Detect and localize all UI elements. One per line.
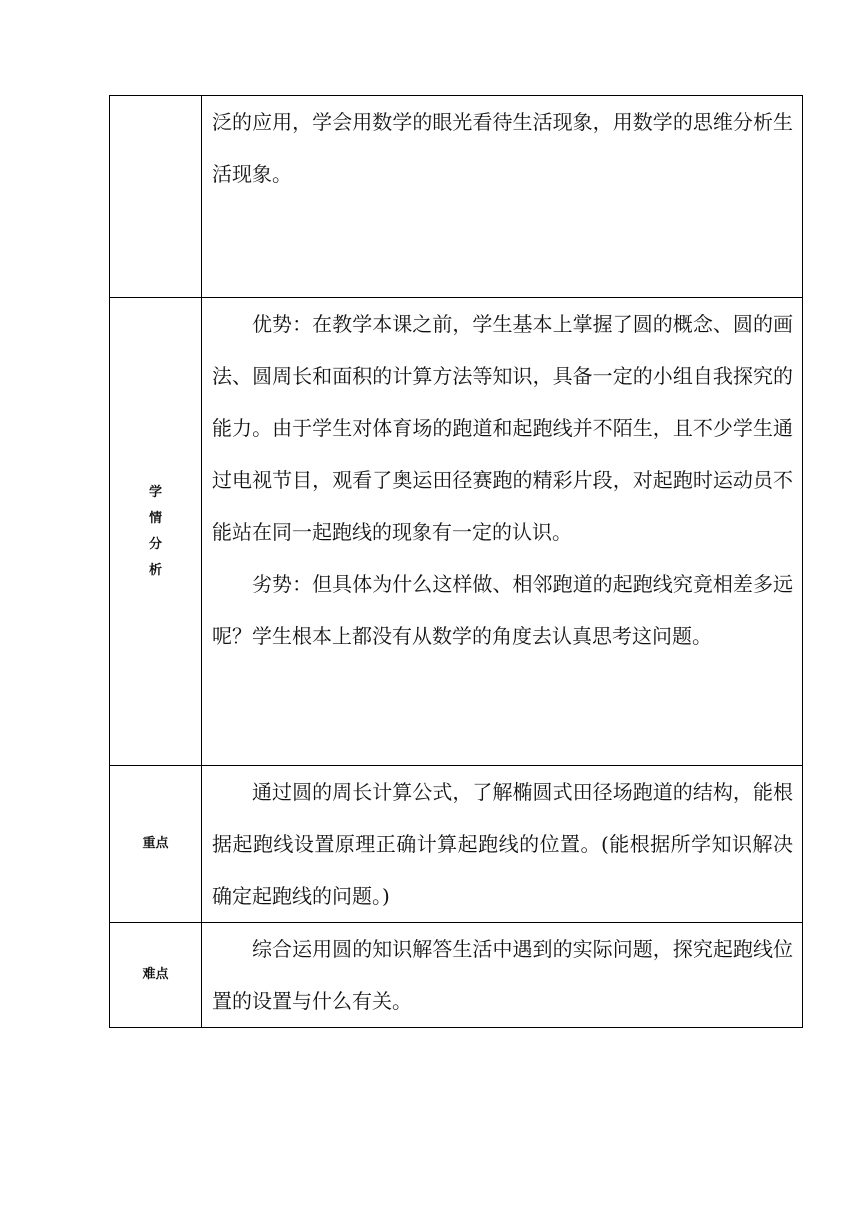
objectives-content-cell bbox=[202, 96, 803, 298]
student-analysis-content-cell bbox=[202, 298, 803, 766]
row-label-key-points: 重点 bbox=[142, 836, 169, 851]
row-label-cell-difficulties bbox=[110, 923, 202, 1028]
row-label-cell-empty bbox=[110, 96, 202, 298]
row-label-difficulties: 难点 bbox=[142, 967, 169, 982]
table-row-key-points bbox=[110, 766, 803, 923]
table-row-objectives-continued bbox=[110, 96, 803, 298]
difficulties-content bbox=[202, 923, 802, 1027]
difficulties-content-cell bbox=[202, 923, 803, 1028]
difficulties-paragraph: 综合运用圆的知识解答生活中遇到的实际问题，探究起跑线位置的设置与什么有关。 bbox=[212, 937, 793, 1013]
objectives-content bbox=[202, 96, 802, 200]
strengths-paragraph: 优势：在教学本课之前，学生基本上掌握了圆的概念、圆的画法、圆周长和面积的计算方法等知识，具备一定的小组自我探究的能力。由于学生对体育场的跑道和起跑线并不陌生，且不少学生通过电视节目，观看了奥运田径赛跑的精彩片段，对起跑时运动员不能站在同一起跑线的现象有一定的认识。 bbox=[212, 312, 793, 544]
table-row-student-analysis bbox=[110, 298, 803, 766]
row-label-cell-student-analysis bbox=[110, 298, 202, 766]
key-points-content bbox=[202, 766, 802, 922]
student-analysis-content bbox=[202, 298, 802, 662]
key-points-content-cell bbox=[202, 766, 803, 923]
weaknesses-paragraph: 劣势：但具体为什么这样做、相邻跑道的起跑线究竟相差多远呢？学生根本上都没有从数学的角度去认真思考这问题。 bbox=[212, 572, 793, 648]
key-points-paragraph: 通过圆的周长计算公式，了解椭圆式田径场跑道的结构，能根据起跑线设置原理正确计算起跑线的位置。(能根据所学知识解决确定起跑线的问题。) bbox=[212, 780, 793, 908]
row-label-student-analysis: 学情分析 bbox=[148, 484, 162, 578]
objectives-paragraph: 泛的应用，学会用数学的眼光看待生活现象，用数学的思维分析生活现象。 bbox=[212, 110, 793, 186]
table-row-difficulties bbox=[110, 923, 803, 1028]
lesson-plan-table bbox=[109, 95, 803, 1028]
row-label-cell-key-points bbox=[110, 766, 202, 923]
